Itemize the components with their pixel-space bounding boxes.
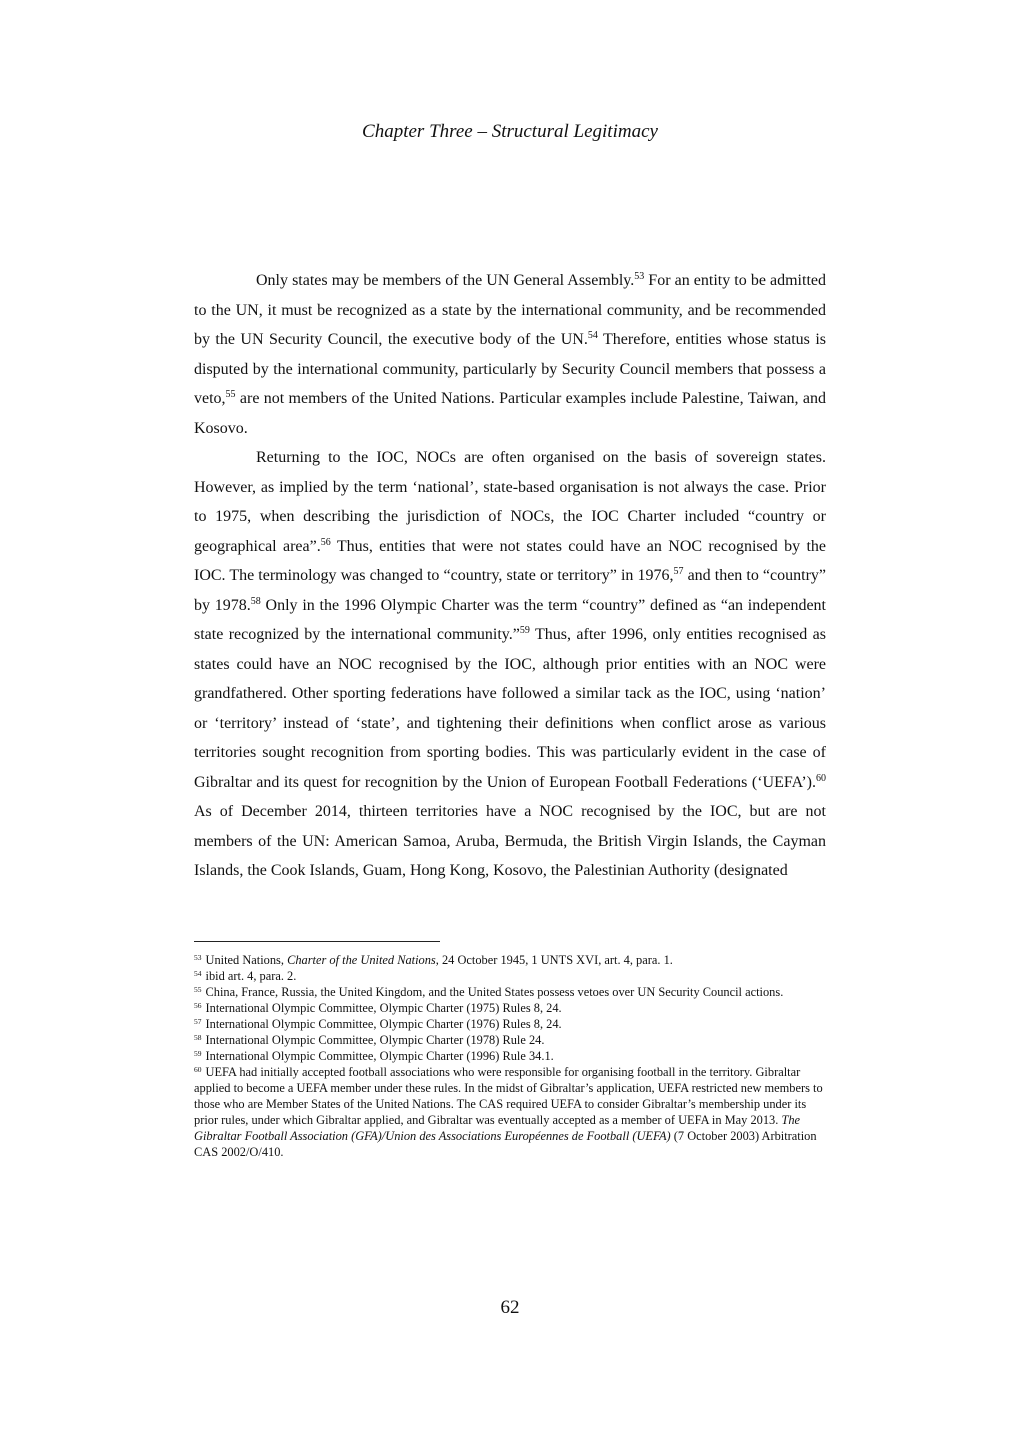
p2-text-1: Returning to the IOC, NOCs are often organised on the basis of sovereign states. However, as implied by the term ‘national’, state-based organisation is not always the case. Prior to 1975, when describing the jurisdiction of NOCs, the IOC Charter included “country or geographical area”. xyxy=(194,449,826,555)
p2-text-5: Thus, after 1996, only entities recognised as states could have an NOC recognised by the IOC, although prior entities with an NOC were grandfathered. Other sporting federations have followed a similar tack as the IOC, using ‘nation’ or ‘territory’ instead of ‘state’, and tightening their definitions when conflict arose as various territories sought recognition from sporting bodies. This was particularly evident in the case of Gibraltar and its quest for recognition by the Union of European Football Federations (‘UEFA’). xyxy=(194,626,826,791)
p1-text-3: Therefore, entities whose status is disputed by the international community, particularly by Security Council members that possess a veto, xyxy=(194,331,827,407)
p1-text-4: are not members of the United Nations. Particular examples include Palestine, Taiwan, and Kosovo. xyxy=(194,390,826,437)
footnote-ref-57[interactable]: 57 xyxy=(673,566,684,577)
page-number: 62 xyxy=(500,1297,520,1318)
footnote-number: 60 xyxy=(194,1065,202,1074)
footnote-ref-54[interactable]: 54 xyxy=(587,330,598,341)
footnote-60 xyxy=(194,1064,826,1160)
footnote-text: International Olympic Committee, Olympic Charter (1976) Rules 8, 24. xyxy=(205,1017,562,1031)
running-header: Chapter Three – Structural Legitimacy xyxy=(362,121,658,142)
footnote-ref-59[interactable]: 59 xyxy=(519,625,530,636)
p2-text-6: As of December 2014, thirteen territories have a NOC recognised by the IOC, but are not members of the UN: American Samoa, Aruba, Bermuda, the British Virgin Islands, the Cayman Islands, the Cook Islands, Guam, Hong Kong, Kosovo, the Palestinian Authority (designated xyxy=(194,803,826,879)
p1-text-2: For an entity to be admitted to the UN, it must be recognized as a state by the international community, and be recommended by the UN Security Council, the executive body of the UN. xyxy=(194,272,826,348)
p2-text-4: Only in the 1996 Olympic Charter was the term “country” defined as “an independent state recognized by the international community.” xyxy=(194,596,827,643)
footnote-text: UEFA had initially accepted football associations who were responsible for organising football in the territory. Gibraltar applied to become a UEFA member under these rules. In the midst of Gibraltar’s application, UEFA restricted new members to those who are Member States of the United Nations. The CAS required UEFA to consider Gibraltar’s membership under its prior rules, under which Gibraltar applied, and Gibraltar was eventually accepted as a member of UEFA in May 2013. xyxy=(194,1065,823,1127)
footnote-text: , 24 October 1945, 1 UNTS XVI, art. 4, para. 1. xyxy=(435,953,673,967)
footnote-ref-60[interactable]: 60 xyxy=(816,772,826,784)
footnotes xyxy=(194,952,826,1160)
footnote-text: International Olympic Committee, Olympic Charter (1975) Rules 8, 24. xyxy=(205,1001,562,1015)
footnote-text: China, France, Russia, the United Kingdom, and the United States possess vetoes over UN Security Council actions. xyxy=(205,985,784,999)
footnote-ref-53[interactable]: 53 xyxy=(634,271,645,282)
body-text xyxy=(194,266,826,886)
footnote-number: 55 xyxy=(194,985,202,994)
footnote-ref-58[interactable]: 58 xyxy=(250,595,261,607)
footnote-ref-56[interactable]: 56 xyxy=(320,536,331,548)
footnote-italic-title: The Gibraltar Football Association (GFA)/Union des Associations Européennes de Football (UEFA) xyxy=(194,1113,801,1143)
footnote-57 xyxy=(194,1016,826,1032)
footnote-53 xyxy=(194,952,826,968)
footnote-ref-55[interactable]: 55 xyxy=(225,389,236,400)
footnote-number: 57 xyxy=(194,1017,202,1026)
footnote-number: 59 xyxy=(194,1049,202,1058)
footnote-number: 53 xyxy=(194,953,202,962)
footnote-separator xyxy=(194,941,440,942)
footnote-number: 54 xyxy=(194,969,202,978)
footnote-text: ibid art. 4, para. 2. xyxy=(205,969,297,983)
footnote-text: United Nations, xyxy=(205,953,288,967)
paragraph-2 xyxy=(194,443,826,886)
footnote-text: International Olympic Committee, Olympic Charter (1978) Rule 24. xyxy=(205,1033,545,1047)
footnote-italic-title: Charter of the United Nations xyxy=(287,953,436,967)
footnote-58 xyxy=(194,1032,826,1048)
paragraph-1 xyxy=(194,266,826,443)
footnote-56 xyxy=(194,1000,826,1016)
footnote-55 xyxy=(194,984,826,1000)
p2-text-3: and then to “country” by 1978. xyxy=(194,567,826,614)
footnote-number: 56 xyxy=(194,1001,202,1010)
p2-text-2: Thus, entities that were not states could have an NOC recognised by the IOC. The terminology was changed to “country, state or territory” in 1976, xyxy=(194,537,826,584)
footnote-59 xyxy=(194,1048,826,1064)
footnote-text: (7 October 2003) Arbitration CAS 2002/O/410. xyxy=(194,1129,817,1159)
footnote-number: 58 xyxy=(194,1033,202,1042)
p1-text-1: Only states may be members of the UN General Assembly. xyxy=(256,272,635,289)
footnote-54 xyxy=(194,968,826,984)
footnote-text: International Olympic Committee, Olympic Charter (1996) Rule 34.1. xyxy=(205,1049,554,1063)
